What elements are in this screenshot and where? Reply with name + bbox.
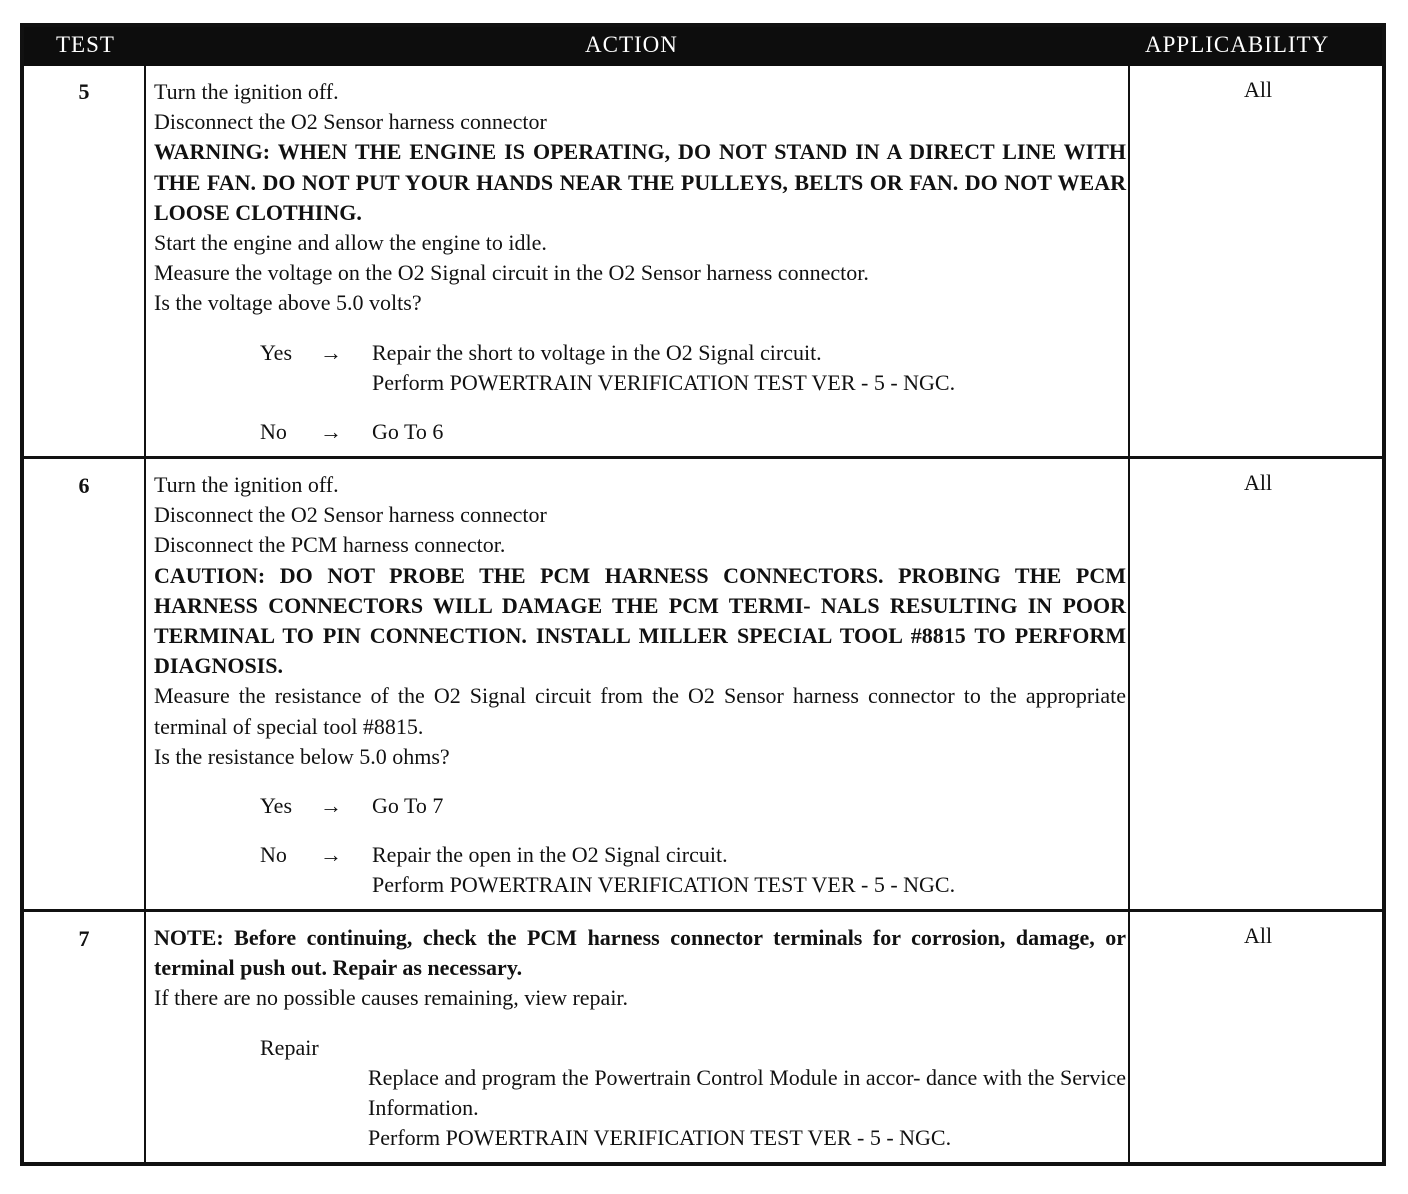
action-cell [154, 470, 1126, 900]
note-text: NOTE: Before continuing, check the PCM harness connector terminals for corrosion, damage, or terminal push out. Repair as necessary. [154, 925, 1126, 981]
test-number: 6 [78, 473, 90, 498]
arrow-icon: → [320, 339, 342, 365]
step-line: Measure the voltage on the O2 Signal circuit in the O2 Sensor harness connector. [154, 260, 869, 286]
test-number: 7 [78, 926, 90, 951]
table-header [24, 27, 1382, 66]
arrow-icon: → [320, 842, 342, 868]
repair-perform: Perform POWERTRAIN VERIFICATION TEST VER - 5 - NGC. [368, 1125, 952, 1151]
header-applicability: APPLICABILITY [1145, 32, 1330, 57]
arrow-icon: → [320, 418, 342, 444]
caution-text: CAUTION: DO NOT PROBE THE PCM HARNESS CONNECTORS. PROBING THE PCM HARNESS CONNECTORS WILL DAMAGE THE PCM TERMI- NALS RESULTING IN POOR TERMINAL TO PIN CONNECTION. INSTALL MILLER SPECIAL TOOL #8815 TO PERFORM DIAGNOSIS. [154, 562, 1126, 679]
yes-branch [154, 338, 1126, 368]
no-result: Repair the open in the O2 Signal circuit. [372, 842, 728, 868]
header-action: ACTION [585, 32, 678, 57]
action-cell [154, 923, 1126, 1153]
no-result: Go To 6 [372, 418, 444, 444]
column-divider [144, 66, 146, 1162]
diagnostic-table [20, 23, 1386, 1166]
action-cell [154, 77, 1126, 447]
no-branch [154, 417, 1126, 447]
repair-text: Replace and program the Powertrain Control Module in accor- dance with the Service Information. [368, 1064, 1126, 1120]
applicability: All [1243, 470, 1273, 495]
question: Is the voltage above 5.0 volts? [154, 290, 422, 316]
yes-perform: Perform POWERTRAIN VERIFICATION TEST VER - 5 - NGC. [372, 369, 956, 395]
yes-result: Repair the short to voltage in the O2 Signal circuit. [372, 339, 822, 365]
no-label: No [260, 418, 287, 444]
yes-branch [154, 791, 1126, 821]
step-line: Disconnect the O2 Sensor harness connector [154, 109, 547, 135]
no-branch [154, 840, 1126, 870]
step-line: Disconnect the O2 Sensor harness connector [154, 502, 547, 528]
warning-text: WARNING: WHEN THE ENGINE IS OPERATING, DO NOT STAND IN A DIRECT LINE WITH THE FAN. DO NOT PUT YOUR HANDS NEAR THE PULLEYS, BELTS OR FAN. DO NOT WEAR LOOSE CLOTHING. [154, 139, 1126, 225]
yes-label: Yes [260, 339, 293, 365]
step-line: Disconnect the PCM harness connector. [154, 532, 506, 558]
question: Is the resistance below 5.0 ohms? [154, 743, 450, 769]
no-perform: Perform POWERTRAIN VERIFICATION TEST VER - 5 - NGC. [372, 872, 956, 898]
column-divider [1128, 66, 1130, 1162]
repair-branch [154, 1033, 1126, 1063]
step-line: Turn the ignition off. [154, 472, 339, 497]
step-line: If there are no possible causes remaining, view repair. [154, 985, 629, 1011]
no-label: No [260, 842, 287, 868]
step-line: Turn the ignition off. [154, 79, 339, 104]
applicability: All [1243, 923, 1273, 948]
step-line: Start the engine and allow the engine to idle. [154, 230, 547, 256]
arrow-icon: → [320, 793, 342, 819]
applicability: All [1243, 77, 1273, 102]
row-divider [24, 456, 1382, 459]
yes-label: Yes [260, 793, 293, 819]
repair-label: Repair [260, 1034, 319, 1060]
test-number: 5 [78, 79, 90, 104]
step-line: Measure the resistance of the O2 Signal circuit from the O2 Sensor harness connector to the appropriate terminal of special tool #8815. [154, 683, 1126, 739]
yes-result: Go To 7 [372, 793, 444, 819]
row-divider [24, 909, 1382, 912]
header-test: TEST [56, 32, 115, 57]
